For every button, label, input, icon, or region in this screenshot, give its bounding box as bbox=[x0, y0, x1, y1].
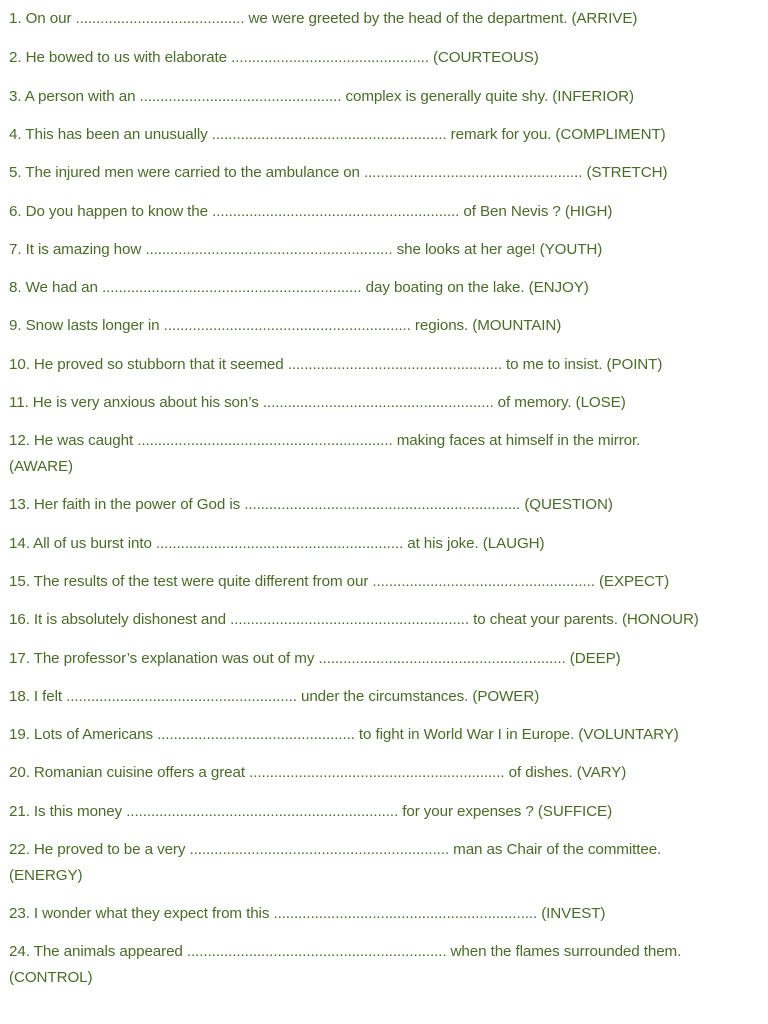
exercise-item-24-continuation: (CONTROL) bbox=[9, 969, 93, 986]
exercise-item-11: 11. He is very anxious about his son’s ........................................................ of memory. (LOSE) bbox=[9, 394, 626, 411]
exercise-item-15: 15. The results of the test were quite different from our ...................................................... (EXPECT) bbox=[9, 573, 670, 590]
exercise-item-16: 16. It is absolutely dishonest and .......................................................... to cheat your parents. (HONOUR) bbox=[9, 611, 699, 628]
exercise-item-3: 3. A person with an ................................................. complex is generally quite shy. (INFERIOR) bbox=[9, 88, 634, 105]
exercise-item-22-continuation: (ENERGY) bbox=[9, 867, 83, 884]
exercise-item-2: 2. He bowed to us with elaborate ................................................ (COURTEOUS) bbox=[9, 49, 539, 66]
exercise-item-8: 8. We had an ............................................................... day boating on the lake. (ENJOY) bbox=[9, 279, 589, 296]
exercise-item-9: 9. Snow lasts longer in ............................................................ regions. (MOUNTAIN) bbox=[9, 317, 562, 334]
exercise-item-5: 5. The injured men were carried to the ambulance on ..................................................... (STRETCH) bbox=[9, 164, 668, 181]
exercise-item-4: 4. This has been an unusually ......................................................... remark for you. (COMPLIMENT) bbox=[9, 126, 666, 143]
exercise-item-7: 7. It is amazing how ............................................................ she looks at her age! (YOUTH) bbox=[9, 241, 603, 258]
exercise-item-24: 24. The animals appeared ............................................................... when the flames surrounded them. bbox=[9, 943, 682, 960]
exercise-item-12-continuation: (AWARE) bbox=[9, 458, 73, 475]
exercise-item-10: 10. He proved so stubborn that it seemed .................................................... to me to insist. (POINT) bbox=[9, 356, 663, 373]
exercise-item-23: 23. I wonder what they expect from this ................................................................ (INVEST) bbox=[9, 905, 606, 922]
exercise-item-20: 20. Romanian cuisine offers a great .............................................................. of dishes. (VARY) bbox=[9, 764, 627, 781]
exercise-item-13: 13. Her faith in the power of God is ................................................................... (QUESTION) bbox=[9, 496, 613, 513]
exercise-item-6: 6. Do you happen to know the ............................................................ of Ben Nevis ? (HIGH) bbox=[9, 203, 613, 220]
exercise-item-18: 18. I felt ........................................................ under the circumstances. (POWER) bbox=[9, 688, 540, 705]
exercise-item-19: 19. Lots of Americans ................................................ to fight in World War I in Europe. (VOLUNTARY) bbox=[9, 726, 679, 743]
exercise-item-21: 21. Is this money .................................................................. for your expenses ? (SUFFICE) bbox=[9, 803, 613, 820]
exercise-item-14: 14. All of us burst into ............................................................ at his joke. (LAUGH) bbox=[9, 535, 545, 552]
exercise-item-1: 1. On our ......................................... we were greeted by the head of the department. (ARRIVE) bbox=[9, 10, 638, 27]
exercise-item-12: 12. He was caught .............................................................. making faces at himself in the mirror. bbox=[9, 432, 641, 449]
exercise-item-22: 22. He proved to be a very ............................................................... man as Chair of the committee. bbox=[9, 841, 662, 858]
exercise-item-17: 17. The professor’s explanation was out of my ............................................................ (DEEP) bbox=[9, 650, 621, 667]
